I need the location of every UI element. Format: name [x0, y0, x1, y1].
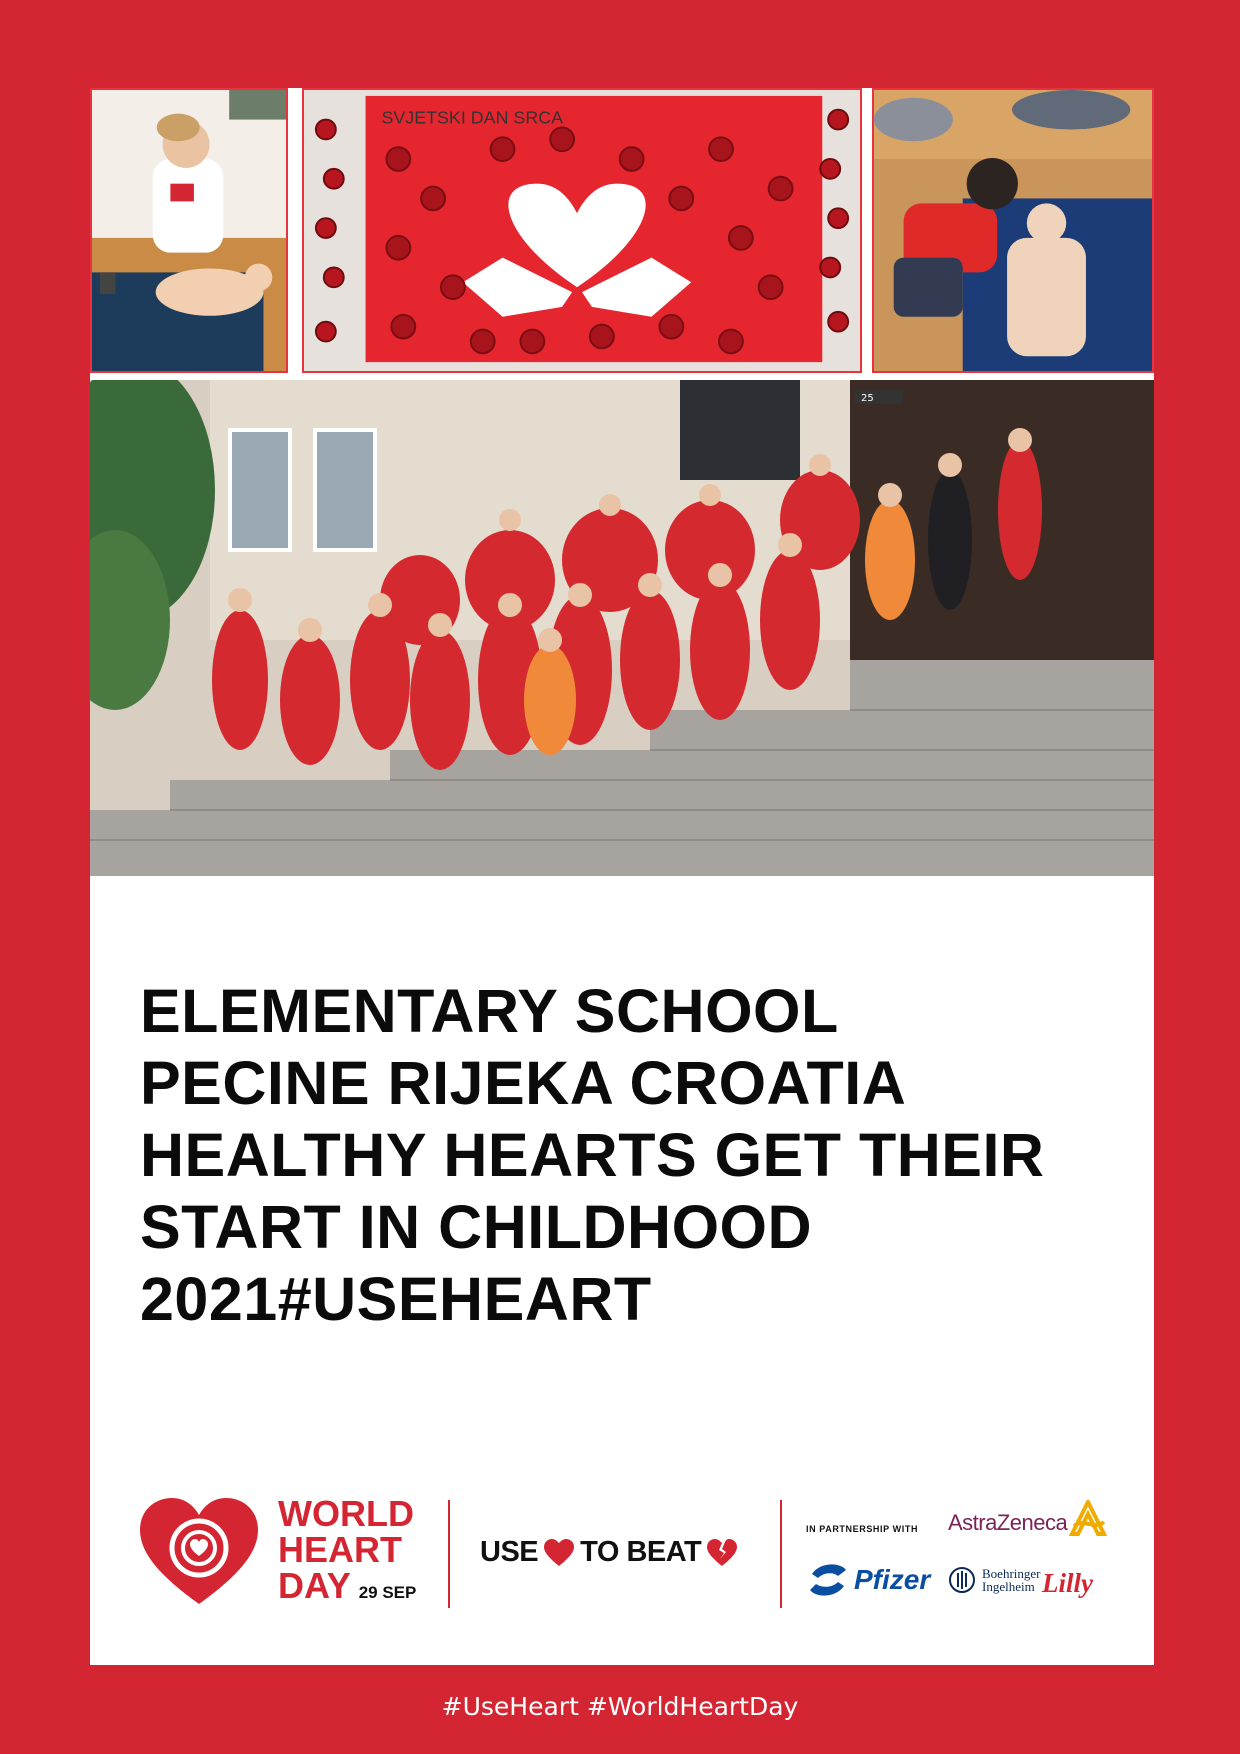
hashtags: #UseHeart #WorldHeartDay — [441, 1692, 799, 1721]
boehringer-wordmark — [982, 1567, 1040, 1593]
brand-date: 29 SEP — [358, 1583, 417, 1602]
pfizer-wordmark: Pfizer — [854, 1564, 931, 1595]
photo-teacher-cpr — [90, 88, 288, 373]
lilly-logo: Lilly — [1042, 1568, 1093, 1598]
campaign-slogan — [480, 1536, 737, 1569]
poster-heading: SVJETSKI DAN SRCA — [381, 107, 564, 128]
photo-boy-cpr — [872, 88, 1154, 373]
pfizer-symbol-icon — [808, 1560, 848, 1600]
title-line-2: PECINE RIJEKA CROATIA — [140, 1049, 907, 1117]
boehringer-symbol-icon — [948, 1566, 976, 1594]
divider-1 — [448, 1500, 450, 1608]
brand-line-world: WORLD — [278, 1493, 414, 1534]
world-heart-day-wordmark — [278, 1493, 417, 1611]
footer-logos — [140, 1490, 1110, 1620]
world-heart-day-heart-icon — [140, 1498, 258, 1608]
photo-group-students — [90, 380, 1154, 876]
title-line-1: ELEMENTARY SCHOOL — [140, 977, 839, 1045]
partnership-label: IN PARTNERSHIP WITH — [806, 1524, 919, 1534]
boehringer-line-1: Boehringer — [982, 1566, 1041, 1581]
brand-line-heart: HEART — [278, 1529, 402, 1570]
slogan-use: USE — [480, 1536, 539, 1568]
brand-line-day-row — [278, 1565, 417, 1611]
pfizer-logo — [808, 1560, 930, 1600]
boehringer-logo — [948, 1566, 1040, 1594]
astrazeneca-symbol-icon — [1068, 1500, 1108, 1540]
heart-icon — [544, 1539, 574, 1567]
title-line-4: START IN CHILDHOOD — [140, 1193, 813, 1261]
photo-heart-poster — [302, 88, 862, 373]
divider-2 — [780, 1500, 782, 1608]
page-title — [140, 975, 1120, 1335]
astrazeneca-logo-text: AstraZeneca — [948, 1510, 1068, 1535]
title-line-3: HEALTHY HEARTS GET THEIR — [140, 1121, 1045, 1189]
brand-line-day: DAY — [278, 1565, 351, 1606]
slogan-to-beat: TO BEAT — [580, 1536, 702, 1568]
broken-heart-icon — [707, 1539, 737, 1567]
title-line-5: 2021#USEHEART — [140, 1265, 652, 1333]
boehringer-line-2: Ingelheim — [982, 1579, 1035, 1594]
building-number: 25 — [861, 393, 874, 404]
